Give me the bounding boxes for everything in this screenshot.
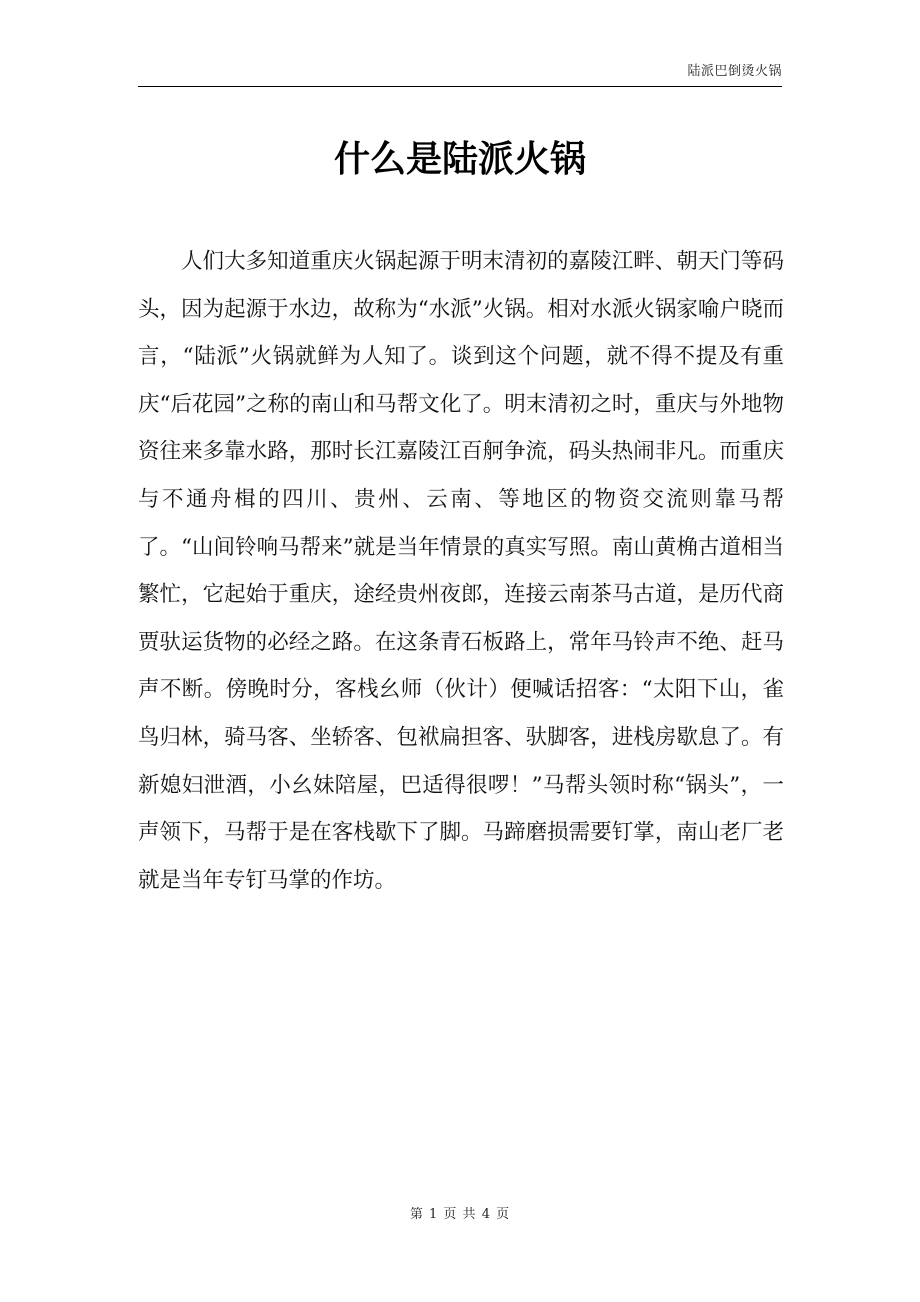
header-title: 陆派巴倒烫火锅 bbox=[687, 64, 782, 79]
body-paragraph: 人们大多知道重庆火锅起源于明末清初的嘉陵江畔、朝天门等码头，因为起源于水边，故称为“水派”火锅。相对水派火锅家喻户晓而言，“陆派”火锅就鲜为人知了。谈到这个问题，就不得不提及有重庆“后花园”之称的南山和马帮文化了。明末清初之时，重庆与外地物资往来多靠水路，那时长江嘉陵江百舸争流，码头热闹非凡。而重庆与不通舟楫的四川、贵州、云南、等地区的物资交流则靠马帮了。“山间铃响马帮来”就是当年情景的真实写照。南山黄桷古道相当繁忙，它起始于重庆，途经贵州夜郎，连接云南茶马古道，是历代商贾驮运货物的必经之路。在这条青石板路上，常年马铃声不绝、赶马声不断。傍晚时分，客栈幺师（伙计）便喊话招客：“太阳下山，雀鸟归林，骑马客、坐轿客、包袱扁担客、驮脚客，进栈房歇息了。有新媳妇泄酒，小幺妹陪屋，巴适得很啰！”马帮头领时称“锅头”，一声领下，马帮于是在客栈歇下了脚。马蹄磨损需要钉掌，南山老厂老就是当年专钉马掌的作坊。 bbox=[138, 249, 784, 893]
page-header bbox=[138, 62, 782, 87]
page-number-footer: 第 1 页 共 4 页 bbox=[409, 1207, 511, 1222]
document-title: 什么是陆派火锅 bbox=[333, 139, 586, 180]
